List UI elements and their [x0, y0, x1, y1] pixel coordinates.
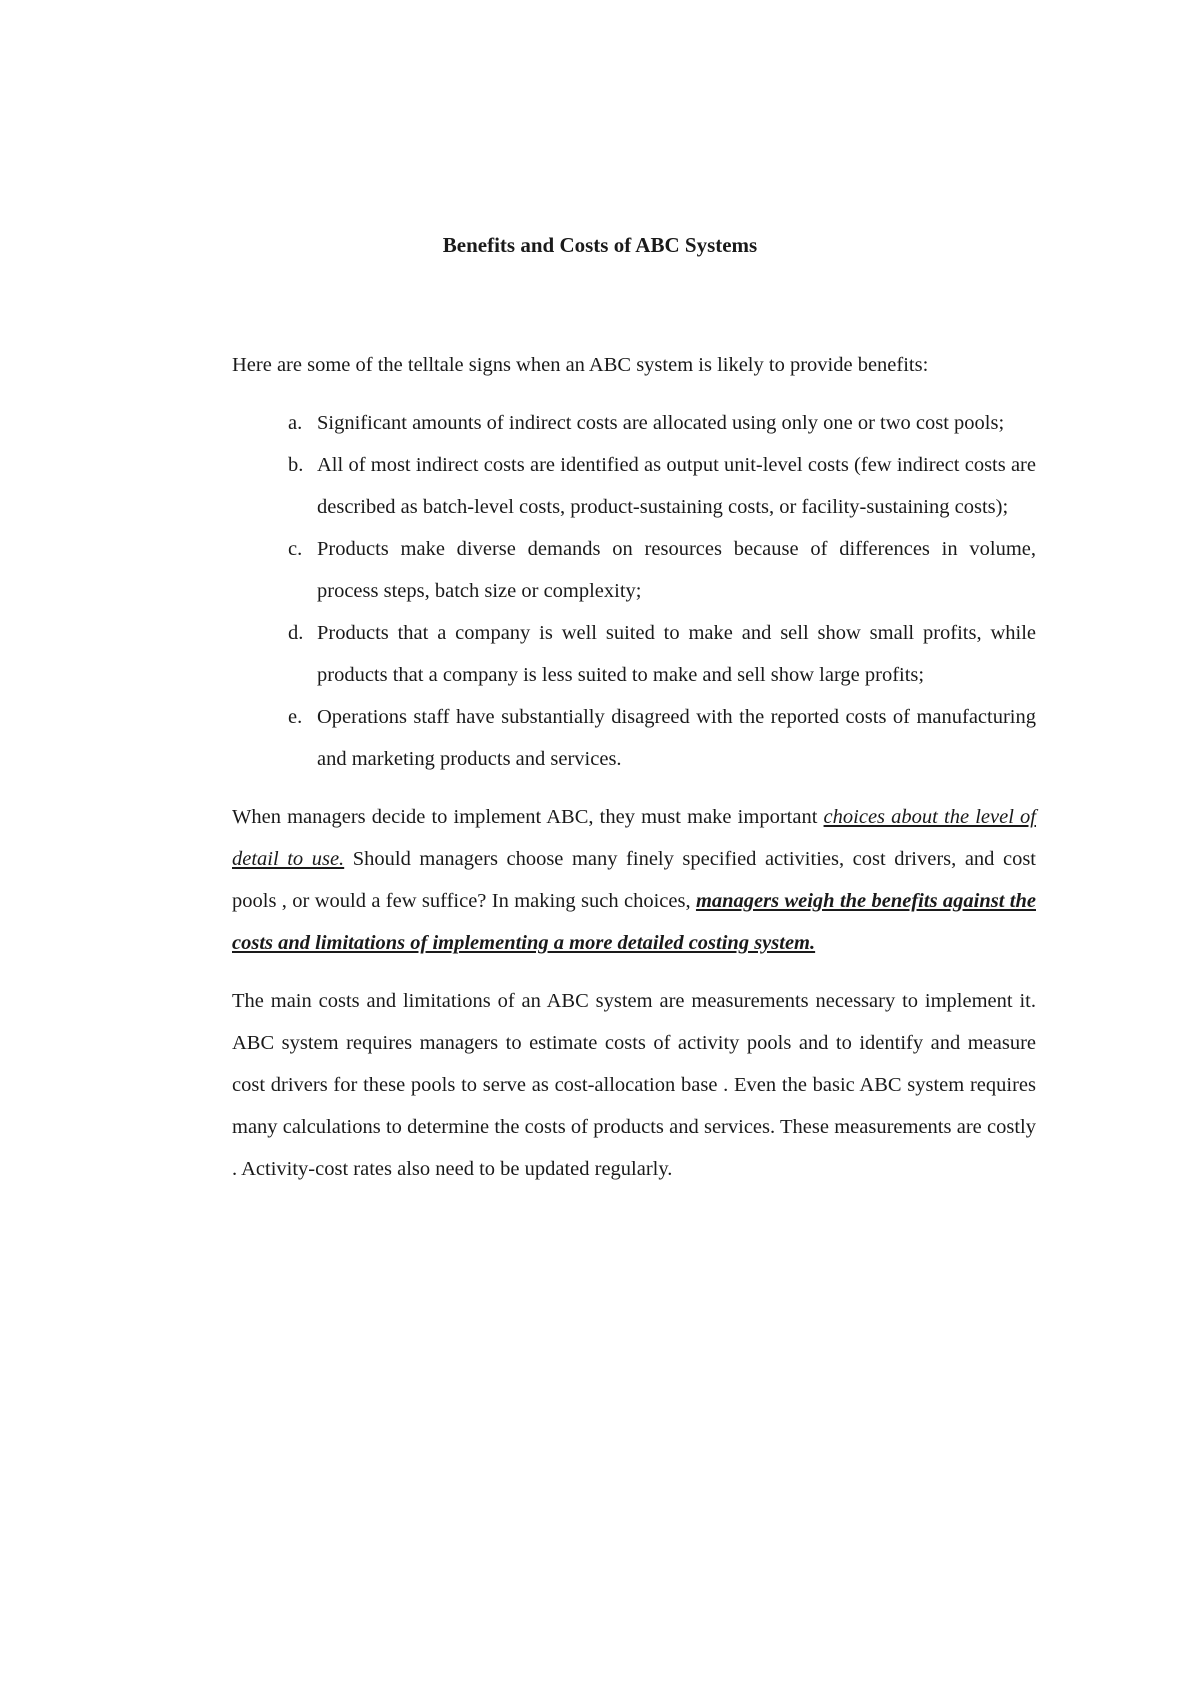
list-item: [232, 612, 1036, 696]
strong-emphasized-text: managers weigh the benefits against the costs and limitations of implementing a more detailed costing system.: [232, 890, 1036, 954]
list-marker: e.: [288, 706, 303, 728]
paragraph-text: Should managers choose many finely specified activities, cost drivers, and cost pools , or would a few suffice? In making such choices,: [232, 848, 1036, 912]
list-item-text: Significant amounts of indirect costs are allocated using only one or two cost pools;: [317, 412, 1005, 434]
list-item: [232, 696, 1036, 780]
list-item: [232, 402, 1036, 444]
list-item-text: Operations staff have substantially disagreed with the reported costs of manufacturing and marketing products and services.: [317, 706, 1036, 770]
paragraph-text: When managers decide to implement ABC, they must make important: [232, 806, 824, 828]
costs-limitations-paragraph: The main costs and limitations of an ABC system are measurements necessary to implement it. ABC system requires managers to estimate costs of activity pools and to identify and measure cost drivers for these pools to serve as cost-allocation base . Even the basic ABC system requires many calculations to determine the costs of products and services. These measurements are costly . Activity-cost rates also need to be updated regularly.: [232, 990, 1036, 1180]
list-item-text: All of most indirect costs are identified as output unit-level costs (few indirect costs are described as batch-level costs, product-sustaining costs, or facility-sustaining costs);: [317, 454, 1036, 518]
telltale-signs-list: [232, 402, 1036, 780]
list-item-text: Products that a company is well suited to make and sell show small profits, while products that a company is less suited to make and sell show large profits;: [317, 622, 1036, 686]
document-body: [232, 344, 1036, 1190]
list-marker: a.: [288, 412, 303, 434]
abc-choices-paragraph: [232, 796, 1036, 964]
list-marker: b.: [288, 454, 304, 476]
list-item: [232, 528, 1036, 612]
intro-paragraph: Here are some of the telltale signs when an ABC system is likely to provide benefits:: [232, 354, 929, 376]
list-item-text: Products make diverse demands on resources because of differences in volume, process steps, batch size or complexity;: [317, 538, 1036, 602]
list-marker: d.: [288, 622, 304, 644]
list-item: [232, 444, 1036, 528]
emphasized-text: choices about the level of detail to use.: [232, 806, 1036, 870]
list-marker: c.: [288, 538, 303, 560]
document-title: Benefits and Costs of ABC Systems: [442, 233, 758, 257]
